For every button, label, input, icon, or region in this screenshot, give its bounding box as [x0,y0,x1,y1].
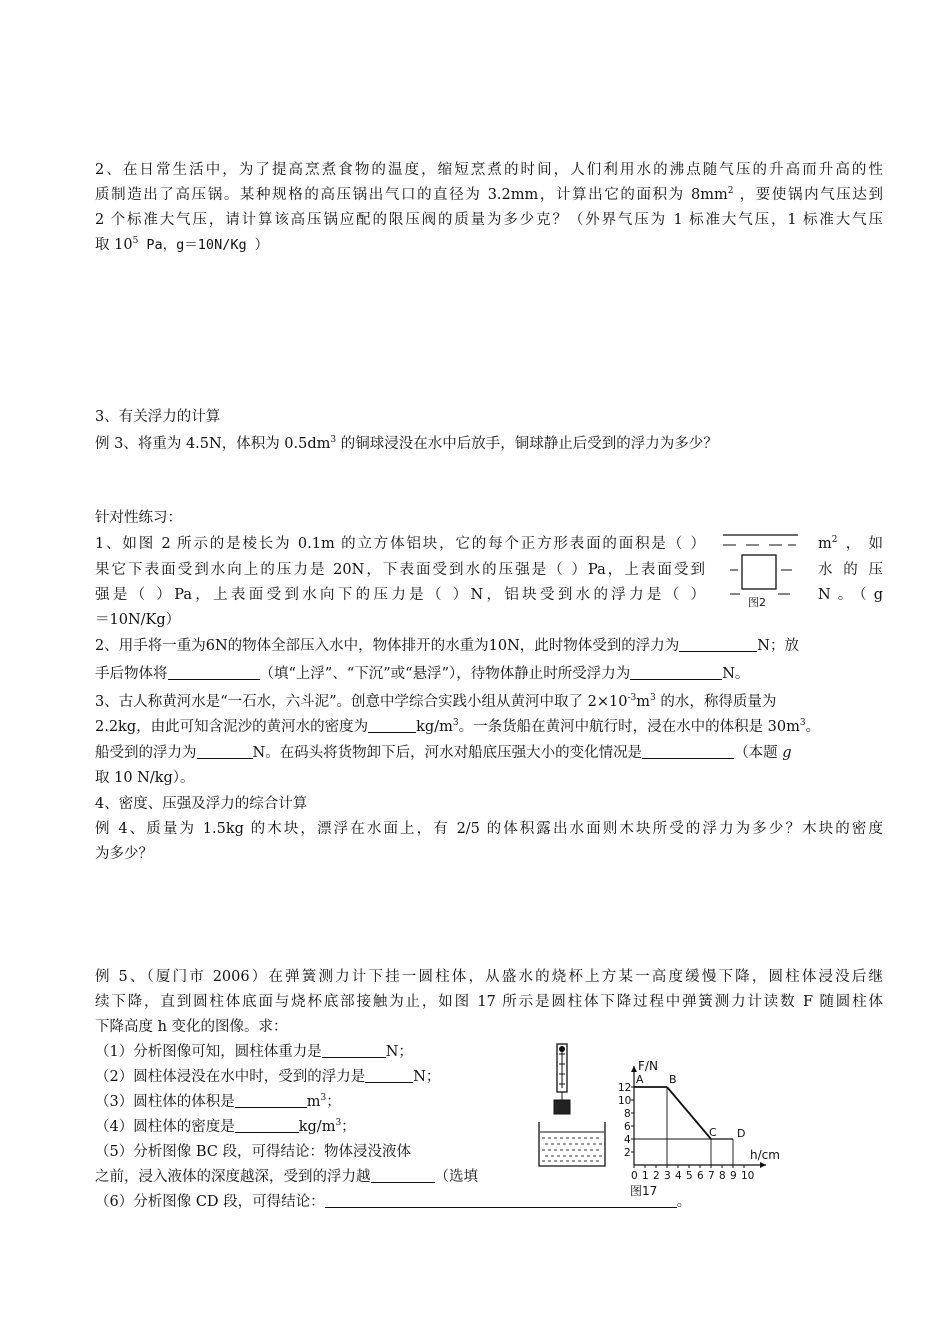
example-4-line-1: 例 4、质量为 1.5kg 的木块，漂浮在水面上，有 2/5 的体积露出水面则木块所受的浮力为多少？木块的密度 [95,821,883,837]
point-label-b: B [669,1073,677,1086]
x-tick-label: 2 [653,1170,660,1182]
answer-blank[interactable] [168,665,260,680]
practice-1-line-1: 1、如图 2 所示的是棱长为 0.1m 的立方体铝块，它的每个正方形表面的面积是（ ） [95,536,705,552]
figure-2-cube-diagram [718,530,808,610]
x-tick-label: 5 [686,1170,693,1182]
figure-17-chart [614,1032,814,1200]
practice-3-line-3: 船受到的浮力为 N。在码头将货物卸下后，河水对船底压强大小的变化情况是 （本题 g [95,745,792,761]
y-tick-label: 8 [624,1108,631,1120]
x-tick-label: 0 [631,1170,638,1182]
practice-2-line-2: 手后物体将 （填“上浮”、“下沉”或“悬浮”），待物体静止时所受浮力为 N。 [95,666,750,682]
q2-line-3: 2 个标准大气压，请计算该高压锅应配的限压阀的质量为多少克？（外界气压为 1 标准大气压，1 标准大气压 [95,212,883,228]
point-label-c: C [709,1126,717,1139]
x-tick-label: 10 [741,1170,755,1182]
practice-1-line-4: ＝10N/Kg） [95,612,181,628]
answer-blank[interactable] [679,637,757,652]
example-5-q3: （3）圆柱体的体积是 $m^3$； [95,1093,341,1110]
answer-blank[interactable] [371,1168,435,1183]
answer-blank[interactable] [642,744,734,759]
example-5-q1: （1）分析图像可知，圆柱体重力是 N； [95,1044,413,1060]
practice-1-line-3: 强是（ ）Pa，上表面受到水向下的压力是（ ）N，铝块受到水的浮力是（ ） [95,587,705,603]
x-tick-label: 1 [642,1170,649,1182]
section-4-heading: 4、密度、压强及浮力的综合计算 [95,796,308,812]
x-tick-label: 8 [719,1170,726,1182]
example-3: 例 3、将重为 4.5N，体积为 $0.5dm^3$ 的铜球浸没在水中后放手，铜球静止后受到的浮力为多少？ [95,435,718,452]
example-5-q6: （6）分析图像 CD 段，可得结论： 。 [95,1194,692,1210]
example-5-q5-line-1: （5）分析图像 BC 段，可得结论：物体浸没液体 [95,1144,411,1160]
y-axis-arrow-icon [631,1066,637,1072]
figure-17-plot [614,1032,814,1200]
answer-blank[interactable] [235,1118,299,1133]
answer-blank[interactable] [197,744,253,759]
practice-3-line-4: 取 10 N/kg）。 [95,770,195,786]
example-5-line-2: 续下降，直到圆柱体底面与烧杯底部接触为止，如图 17 所示是圆柱体下降过程中弹簧测力计读数 F 随圆柱体 [95,994,883,1010]
x-axis-label: h/cm [750,1148,780,1162]
practice-1-right-2: 水的压 [818,562,883,578]
example-5-q5-line-2: 之前，浸入液体的深度越深，受到的浮力越 （选填 [95,1169,478,1185]
answer-blank[interactable] [322,1043,386,1058]
x-tick-label: 3 [664,1170,671,1182]
cylinder-icon [554,1100,570,1114]
example-5-line-3: 下降高度 h 变化的图像。求： [95,1019,288,1035]
y-tick-label: 2 [624,1147,631,1159]
example-5-line-1: 例 5、（厦门市 2006）在弹簧测力计下挂一圆柱体，从盛水的烧杯上方某一高度缓慢下降，圆柱体浸没后继 [95,969,883,985]
example-5-q2: （2）圆柱体浸没在水中时，受到的浮力是 N； [95,1069,441,1085]
x-tick-label: 6 [697,1170,704,1182]
practice-3-line-1: 3、古人称黄河水是“一石水，六斗泥”。创意中学综合实践小组从黄河中取了 $2\times 10^{-3}m^3$ 的水，称得质量为 [95,693,777,710]
y-tick-label: 4 [624,1134,631,1146]
example-4-line-2: 为多少？ [95,846,153,862]
example-5-q4: （4）圆柱体的密度是 $kg/m^3$； [95,1118,356,1135]
answer-blank[interactable] [235,1093,307,1108]
x-tick-label: 7 [708,1170,715,1182]
q2-line-2: 质制造出了高压锅。某种规格的高压锅出气口的直径为 3.2mm，计算出它的面积为 $8mm^2$ ，要使锅内气压达到 [95,186,884,203]
practice-heading: 针对性练习： [95,510,182,526]
figure-2-label: 图2 [748,596,766,609]
point-label-a: A [636,1073,644,1086]
answer-blank[interactable] [630,665,722,680]
spring-balance-beaker-figure [536,1040,610,1172]
y-tick-label: 12 [618,1082,632,1094]
practice-1-right-3: N。（g [818,587,883,603]
figure-17-caption: 图17 [630,1184,658,1198]
q2-line-1: 2、在日常生活中，为了提高烹煮食物的温度，缩短烹煮的时间，人们利用水的沸点随气压的升高而升高的性 [95,162,883,178]
x-axis-arrow-icon [760,1162,766,1168]
segment-BC [667,1087,711,1139]
y-tick-label: 6 [624,1121,631,1133]
practice-1-line-2: 果它下表面受到水向上的压力是 20N，下表面受到水的压强是（ ）Pa，上表面受到 [95,562,705,578]
y-axis-label: F/N [638,1059,658,1073]
x-tick-label: 4 [675,1170,682,1182]
practice-1-right-1: $m^2$，如 [818,535,883,552]
answer-blank[interactable] [368,718,416,733]
point-label-d: D [737,1127,746,1140]
section-3-heading: 3、有关浮力的计算 [95,409,221,425]
practice-3-line-2: 2.2kg，由此可知含泥沙的黄河水的密度为 $kg/m^3$。一条货船在黄河中航行时，浸在水中的体积是 $30m^3$。 [95,718,821,735]
q2-line-4: 取 $10^5$ Pa，g＝10N/Kg ） [95,236,269,253]
practice-2-line-1: 2、用手将一重为6N的物体全部压入水中，物体排开的水重为10N，此时物体受到的浮力为 N；放 [95,638,799,654]
answer-blank[interactable] [365,1068,413,1083]
x-tick-label: 9 [730,1170,737,1182]
y-tick-label: 10 [618,1095,632,1107]
